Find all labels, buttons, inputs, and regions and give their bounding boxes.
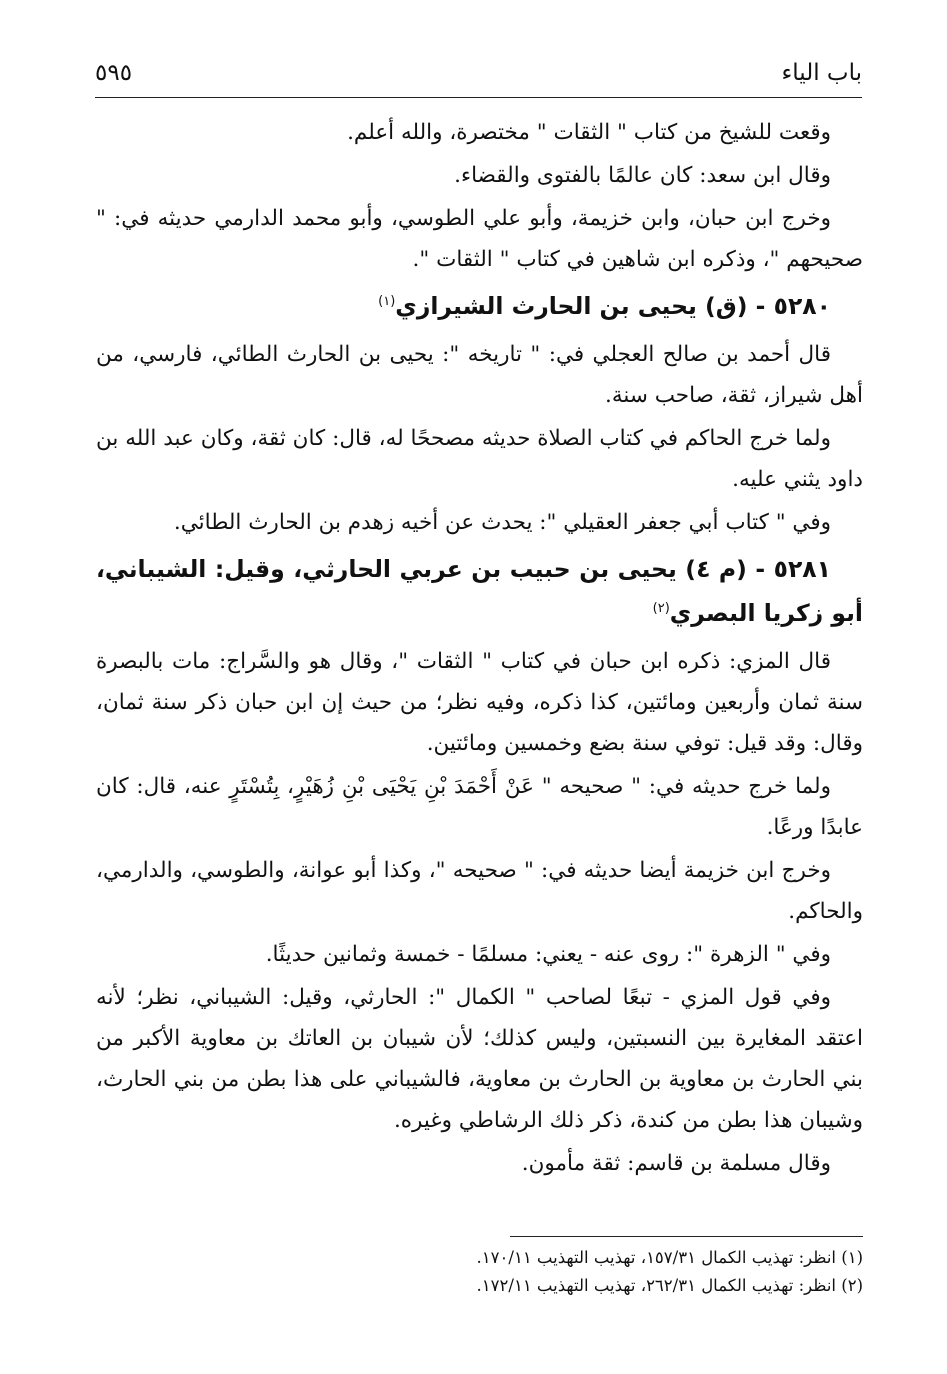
section-title: باب الياء <box>781 60 862 86</box>
header-divider <box>95 97 862 98</box>
footnote-divider <box>510 1236 863 1237</box>
paragraph: ولما خرج حديثه في: " صحيحه " عَنْ أَحْمَدَ بْنِ يَحْيَى بْنِ زُهَيْرٍ، بِتُسْتَرٍ عنه، قال: كان عابدًا ورعًا. <box>96 774 863 840</box>
entry-heading <box>96 547 863 635</box>
entry-heading-text: ٥٢٨١ - (م ٤) يحيى بن حبيب بن عربي الحارثي، وقيل: الشيباني، أبو زكريا البصري <box>96 555 863 627</box>
paragraph: وخرج ابن خزيمة أيضا حديثه في: " صحيحه "، وكذا أبو عوانة، والطوسي، والدارمي، والحاكم. <box>96 858 863 924</box>
footnote-reference[interactable]: (٢) <box>652 601 670 617</box>
page-number: ٥٩٥ <box>95 60 133 86</box>
paragraph: وخرج ابن حبان، وابن خزيمة، وأبو علي الطوسي، وأبو محمد الدارمي حديثه في: " صحيحهم "، وذكره ابن شاهين في كتاب " الثقات ". <box>96 206 863 272</box>
paragraph: وقعت للشيخ من كتاب " الثقات " مختصرة، والله أعلم. <box>347 120 831 145</box>
paragraph: وفي " كتاب أبي جعفر العقيلي ": يحدث عن أخيه زهدم بن الحارث الطائي. <box>173 510 831 535</box>
paragraph: قال المزي: ذكره ابن حبان في كتاب " الثقات "، وقال هو والسَّراج: مات بالبصرة سنة ثمان وأربعين ومائتين، كذا ذكره، وفيه نظر؛ من حيث إن ابن حبان ذكر سنة ثمان، وقال: وقد قيل: توفي سنة بضع وخمسين ومائتين. <box>96 649 863 756</box>
running-header <box>95 58 862 92</box>
paragraph: ولما خرج الحاكم في كتاب الصلاة حديثه مصححًا له، قال: كان ثقة، وكان عبد الله بن داود يثني عليه. <box>96 426 863 492</box>
paragraph: قال أحمد بن صالح العجلي في: " تاريخه ": يحيى بن الحارث الطائي، فارسي، من أهل شيراز، ثقة، صاحب سنة. <box>96 342 863 408</box>
paragraph: وفي " الزهرة ": روى عنه - يعني: مسلمًا - خمسة وثمانين حديثًا. <box>265 942 831 967</box>
paragraph: وقال مسلمة بن قاسم: ثقة مأمون. <box>521 1151 831 1176</box>
paragraph: وقال ابن سعد: كان عالمًا بالفتوى والقضاء. <box>454 163 831 188</box>
footnote-reference[interactable]: (١) <box>378 294 396 310</box>
footnote: (١) انظر: تهذيب الكمال ٣١/‏١٥٧، تهذيب التهذيب ١١/‏١٧٠. <box>476 1248 863 1267</box>
entry-heading-text: ٥٢٨٠ - (ق) يحيى بن الحارث الشيرازي <box>395 292 831 320</box>
footnote: (٢) انظر: تهذيب الكمال ٣١/‏٢٦٢، تهذيب التهذيب ١١/‏١٧٢. <box>476 1276 863 1295</box>
entry-heading <box>96 284 863 328</box>
main-text <box>96 112 863 1184</box>
footnotes <box>96 1244 863 1300</box>
paragraph: وفي قول المزي - تبعًا لصاحب " الكمال ": الحارثي، وقيل: الشيباني، نظر؛ لأنه اعتقد المغايرة بين النسبتين، وليس كذلك؛ لأن شيبان بن العاتك بن معاوية الأكبر من بني الحارث بن معاوية بن الحارث بن معاوية، فالشيباني على هذا بطن من بني الحارث، وشيبان هذا بطن من كندة، ذكر ذلك الرشاطي وغيره. <box>96 985 863 1133</box>
